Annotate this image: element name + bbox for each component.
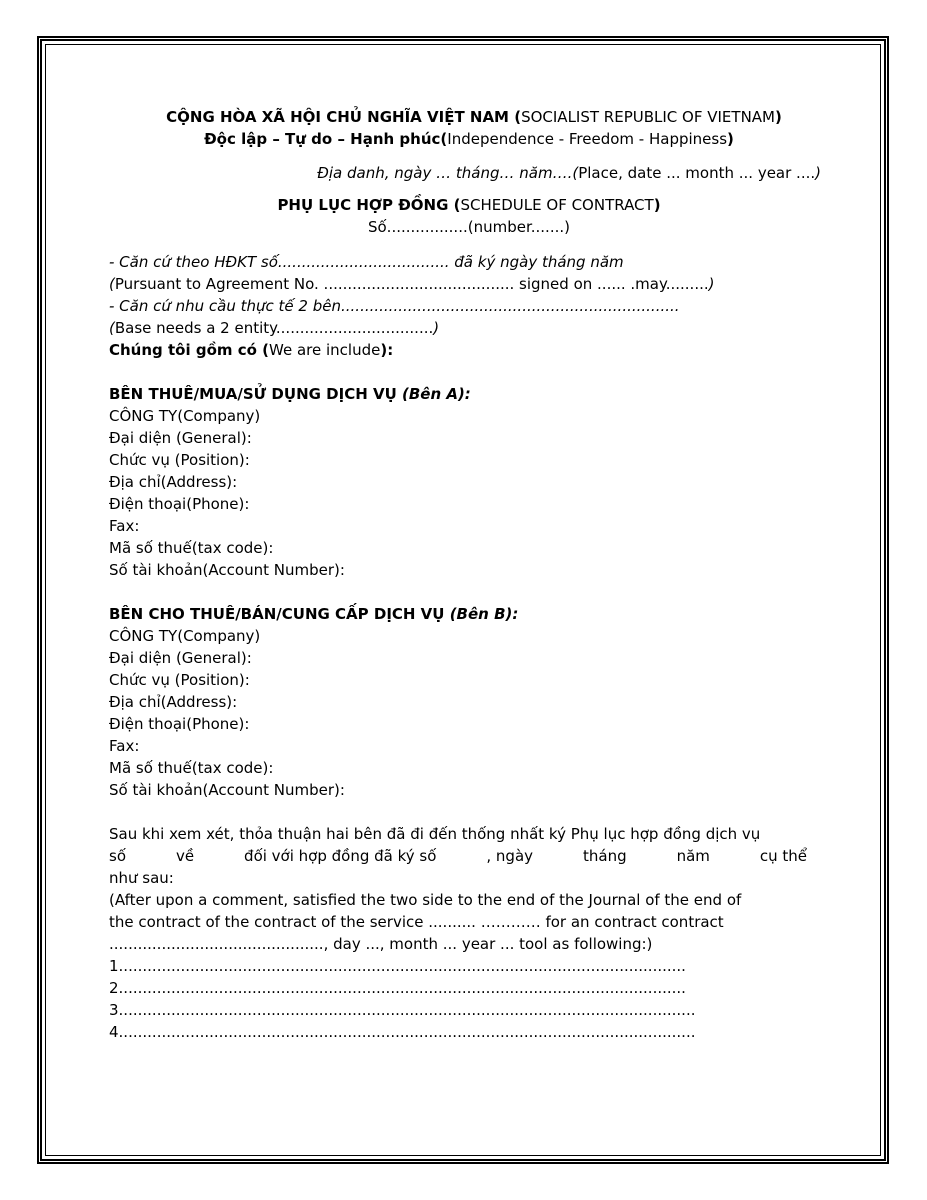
party-a-company: CÔNG TY(Company) bbox=[109, 407, 261, 425]
party-b-account-number: Số tài khoản(Account Number): bbox=[109, 781, 345, 799]
basis-line-1-vi: - Căn cứ theo HĐKT số.................................... đã ký ngày tháng năm bbox=[109, 253, 624, 271]
party-a-account-number: Số tài khoản(Account Number): bbox=[109, 561, 345, 579]
party-a-representative: Đại diện (General): bbox=[109, 429, 252, 447]
party-b-address: Địa chỉ(Address): bbox=[109, 693, 238, 711]
national-title-en: SOCIALIST REPUBLIC OF VIETNAM bbox=[521, 108, 775, 126]
party-a-section bbox=[109, 383, 829, 581]
list-item: 4......................................................................................................................... bbox=[109, 1023, 696, 1041]
party-b-tax-code: Mã số thuế(tax code): bbox=[109, 759, 274, 777]
national-title-close: ) bbox=[775, 108, 782, 126]
basis-line-1-en-close: ) bbox=[708, 275, 715, 293]
party-a-heading-tag: (Bên A): bbox=[401, 385, 471, 403]
party-b-phone: Điện thoại(Phone): bbox=[109, 715, 250, 733]
agreement-word: , ngày bbox=[486, 847, 534, 865]
motto bbox=[109, 128, 829, 150]
document-title-close: ) bbox=[653, 196, 661, 214]
national-title bbox=[119, 106, 829, 128]
include-close: ): bbox=[380, 341, 394, 359]
include-line bbox=[109, 339, 829, 361]
basis-line-1-en-open: ( bbox=[109, 275, 115, 293]
basis-line-1-en-text: Pursuant to Agreement No. ........................................ signed on ...... .may......... bbox=[114, 275, 709, 293]
document-title bbox=[109, 194, 829, 216]
basis-line-1-en bbox=[109, 273, 829, 295]
party-a-heading-text: BÊN THUÊ/MUA/SỬ DỤNG DỊCH VỤ bbox=[109, 385, 402, 403]
agreement-word: về bbox=[175, 847, 195, 865]
include-en: We are include bbox=[269, 341, 381, 359]
document-body bbox=[109, 106, 829, 1043]
basis-line-2-en bbox=[109, 317, 829, 339]
basis-line-2-vi: - Căn cứ nhu cầu thực tế 2 bên....................................................................... bbox=[109, 297, 680, 315]
agreement-word: số bbox=[109, 847, 126, 865]
party-a-tax-code: Mã số thuế(tax code): bbox=[109, 539, 274, 557]
agreement-line-3: như sau: bbox=[109, 869, 174, 887]
agreement-line-2 bbox=[109, 845, 807, 867]
document-title-block bbox=[109, 194, 829, 238]
party-b-position: Chức vụ (Position): bbox=[109, 671, 250, 689]
party-a-fax: Fax: bbox=[109, 517, 140, 535]
party-b-fax: Fax: bbox=[109, 737, 140, 755]
place-date-vi: Địa danh, ngày … tháng… năm….( bbox=[317, 164, 579, 182]
list-item: 1....................................................................................................................... bbox=[109, 957, 686, 975]
party-b-section bbox=[109, 603, 829, 801]
document-title-en: SCHEDULE OF CONTRACT bbox=[460, 196, 654, 214]
list-item: 3......................................................................................................................... bbox=[109, 1001, 696, 1019]
agreement-word: tháng bbox=[583, 847, 627, 865]
agreement-en-line-2: the contract of the contract of the service .......... ………… for an contract contract bbox=[109, 913, 724, 931]
agreement-word: đối với hợp đồng đã ký số bbox=[244, 847, 437, 865]
party-b-representative: Đại diện (General): bbox=[109, 649, 252, 667]
motto-en: Independence - Freedom - Happiness bbox=[447, 130, 728, 148]
agreement-line-1: Sau khi xem xét, thỏa thuận hai bên đã đi đến thống nhất ký Phụ lục hợp đồng dịch vụ bbox=[109, 825, 761, 843]
basis-line-2-en-text: Base needs a 2 entity................................. bbox=[114, 319, 434, 337]
agreement-word: năm bbox=[676, 847, 710, 865]
agreement-word: cụ thể bbox=[759, 847, 807, 865]
motto-vi: Độc lập – Tự do – Hạnh phúc( bbox=[204, 130, 448, 148]
party-a-heading bbox=[109, 383, 829, 405]
place-date-en: Place, date ... month ... year .... bbox=[578, 164, 816, 182]
party-a-position: Chức vụ (Position): bbox=[109, 451, 250, 469]
document-number: Số.................(number.......) bbox=[367, 218, 570, 236]
place-date-line bbox=[109, 162, 829, 184]
basis-block bbox=[109, 251, 829, 361]
party-b-heading bbox=[109, 603, 829, 625]
place-date-close: ) bbox=[815, 164, 821, 182]
basis-line-2-en-close: ) bbox=[433, 319, 440, 337]
document-title-vi: PHỤ LỤC HỢP ĐỒNG ( bbox=[277, 196, 461, 214]
agreement-en-line-1: (After upon a comment, satisfied the two side to the end of the Journal of the end of bbox=[109, 891, 742, 909]
party-b-heading-tag: (Bên B): bbox=[449, 605, 519, 623]
include-vi: Chúng tôi gồm có ( bbox=[109, 341, 270, 359]
basis-line-2-en-open: ( bbox=[109, 319, 115, 337]
party-a-address: Địa chỉ(Address): bbox=[109, 473, 238, 491]
motto-close: ) bbox=[727, 130, 734, 148]
agreement-section bbox=[109, 823, 829, 1043]
list-item: 2....................................................................................................................... bbox=[109, 979, 686, 997]
national-title-vi: CỘNG HÒA XÃ HỘI CHỦ NGHĨA VIỆT NAM ( bbox=[166, 108, 522, 126]
agreement-en-line-3: ............................................., day ..., month ... year ... tool as following:) bbox=[109, 935, 653, 953]
party-b-heading-text: BÊN CHO THUÊ/BÁN/CUNG CẤP DỊCH VỤ bbox=[109, 605, 450, 623]
party-b-company: CÔNG TY(Company) bbox=[109, 627, 261, 645]
party-a-phone: Điện thoại(Phone): bbox=[109, 495, 250, 513]
